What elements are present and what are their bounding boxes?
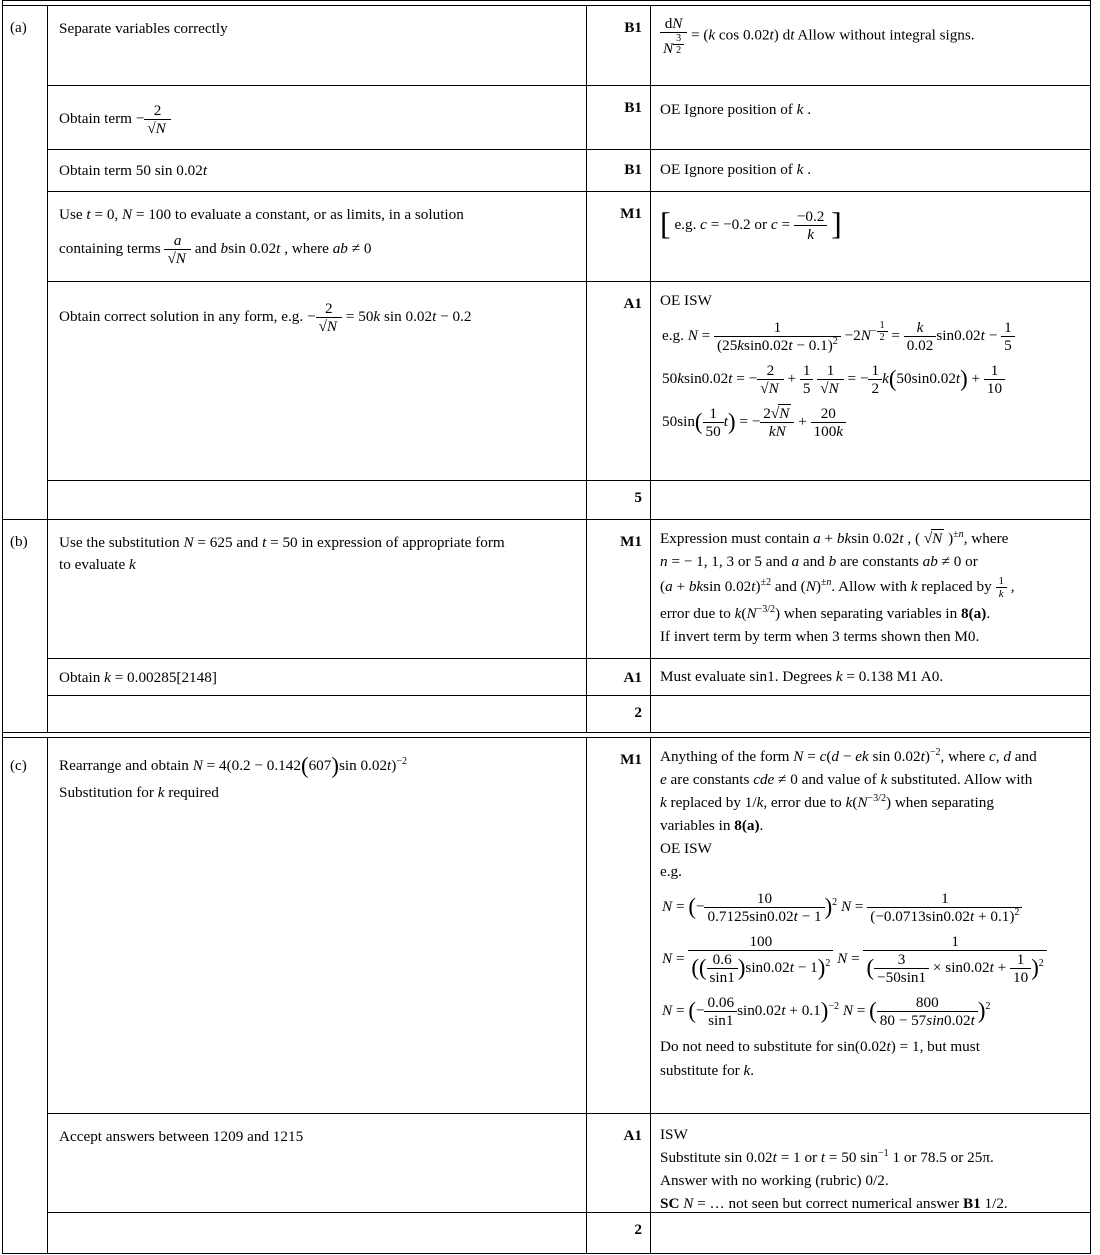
math-line: n = − 1, 1, 3 or 5 and a and b are constants ab ≠ 0 or xyxy=(660,553,978,571)
guidance-cell xyxy=(651,150,1090,192)
section-b xyxy=(3,520,1090,733)
mark-cell: B1 xyxy=(586,150,651,192)
math-line: N = 100 (( $\frac{0.6}{\sin 1}$ )sin0.02t − 1)$^2$ N = 1 ( $\frac{3}{-50\sin 1}$ × sin0.02t + $\frac{1}{10}$ )$^2$ xyxy=(662,933,1082,986)
mark-cell: B1 xyxy=(586,86,651,150)
text-line: Do not need to substitute for sin(0.02t) = 1, but must xyxy=(660,1038,980,1056)
mark-cell: A1 xyxy=(586,282,651,481)
text-line: OE ISW xyxy=(660,292,712,309)
text-line: SC N = … not seen but correct numerical answer B1 1/2. xyxy=(660,1195,1008,1213)
criterion-cell xyxy=(48,1213,586,1253)
criterion-cell xyxy=(48,696,586,732)
text-line: Use t = 0, N = 100 to evaluate a constant, or as limits, in a solution xyxy=(59,206,464,223)
text-line: Substitute sin 0.02t = 1 or t = 50 $\sin^{-1} 1$ or 78.5 or 25π. xyxy=(660,1148,994,1167)
guidance-cell xyxy=(651,481,1090,519)
math-line: N = (− $\frac{0.06}{\sin 1}$ sin0.02t + 0.1)$^{-2}$ N = ( $\frac{800}{80 - 57\sin 0.02t}$ )$^2$ xyxy=(662,994,991,1030)
criterion-cell xyxy=(48,659,586,696)
math-line: [ e.g. c = −0.2 or c = $\frac{-0.2}{k}$ ] xyxy=(660,206,842,244)
guidance-cell xyxy=(651,86,1090,150)
part-label-a: (a) xyxy=(3,6,48,519)
criterion-cell xyxy=(48,192,586,282)
text-line: Answer with no working (rubric) 0/2. xyxy=(660,1172,889,1190)
guidance-cell xyxy=(651,696,1090,732)
math-line: Obtain correct solution in any form, e.g. − $\frac{2}{√N}$ = 50k sin 0.02t − 0.2 xyxy=(59,300,472,336)
math-line: 50ksin0.02t = − $\frac{2}{√N}$ + $\frac{1}{5}$ $\frac{1}{√N}$ = − $\frac{1}{2}$ k(50sin0.02t) + $\frac{1}{10}$ xyxy=(662,362,1082,397)
mark-cell: M1 xyxy=(586,520,651,659)
text-line: OE Ignore position of k . xyxy=(660,101,812,118)
math-line: e.g. N = $\frac{1}{(25ksin0.02t - 0.1)^2}$ $-2N^{- \frac{1}{2}}$ = $\frac{k}{0.02}$ sin0.02t − $\frac{1}{5}$ xyxy=(662,319,1082,354)
text-line: Accept answers between 1209 and 1215 xyxy=(59,1128,304,1145)
guidance-cell xyxy=(651,1114,1090,1213)
text-line: substitute for k. xyxy=(660,1061,755,1079)
guidance-cell xyxy=(651,192,1090,282)
criterion-cell xyxy=(48,150,586,192)
guidance-cell xyxy=(651,520,1090,659)
text-line: Must evaluate sin1. Degrees k = 0.138 M1 A0. xyxy=(660,668,944,685)
mark-cell: A1 xyxy=(586,1114,651,1213)
math-line: Rearrange and obtain N = 4(0.2 − 0.142(607)sin 0.02t)$^{-2}$ xyxy=(59,752,408,778)
total-marks-cell: 2 xyxy=(586,1213,651,1253)
criterion-cell xyxy=(48,481,586,519)
text-line: OE Ignore position of k . xyxy=(660,161,812,178)
criterion-cell xyxy=(48,86,586,150)
criterion-cell xyxy=(48,282,586,481)
guidance-cell xyxy=(651,282,1090,481)
text-line: ISW xyxy=(660,1126,688,1143)
part-label-b: (b) xyxy=(3,520,48,732)
text-line: k replaced by 1/k, error due to $k(N^{-3/2})$ when separating xyxy=(660,793,994,812)
guidance-cell xyxy=(651,1213,1090,1253)
text-line: variables in 8(a). xyxy=(660,817,764,835)
criterion-cell xyxy=(48,520,586,659)
text-line: Use the substitution N = 625 and t = 50 in expression of appropriate form xyxy=(59,534,505,551)
math-line: Expression must contain a + bksin 0.02t , ( √N )$^{\pm n}$, where xyxy=(660,528,1009,547)
guidance-cell xyxy=(651,6,1090,86)
guidance-cell xyxy=(651,659,1090,696)
math-line: N = (− $\frac{10}{0.7125\sin 0.02t - 1}$ )$^2$ N = $\frac{1}{(-0.0713\sin 0.02t + 0.1)^2}$ xyxy=(662,890,1082,925)
text-line: Separate variables correctly xyxy=(59,20,228,37)
total-marks-cell: 5 xyxy=(586,481,651,519)
text-line: OE ISW xyxy=(660,840,712,858)
math-line: dN N $^{\frac{3}{2}}$ = (k cos 0.02t) dt Allow without integral signs. xyxy=(660,15,1082,57)
math-line: containing terms $\frac{a}{√N}$ and bsin 0.02t , where ab ≠ 0 xyxy=(59,232,372,268)
math-line: Obtain k = 0.00285[2148] xyxy=(59,669,217,686)
mark-scheme-table xyxy=(2,0,1091,1254)
criterion-cell xyxy=(48,738,586,1114)
math-line: Obtain term − $\frac{2}{√N}$ xyxy=(59,102,578,137)
text-line: Substitution for k required xyxy=(59,784,219,802)
math-line: Obtain term 50 sin 0.02t xyxy=(59,162,208,179)
math-line: (a + bksin 0.02t)$^{\pm 2}$ and $(N)^{\pm n}$. Allow with k replaced by $\frac{1}{k}$ , xyxy=(660,575,1015,601)
mark-cell: M1 xyxy=(586,738,651,1114)
criterion-cell xyxy=(48,1114,586,1213)
text-line: e are constants cde ≠ 0 and value of k substituted. Allow with xyxy=(660,771,1033,789)
section-c xyxy=(3,738,1090,1253)
math-line: 50sin( $\frac{1}{50}$ t) = − $\frac{2√N}{kN}$ + $\frac{20}{100k}$ xyxy=(662,405,1082,440)
text-line: Anything of the form N = c(d − ek sin 0.02t)$^{-2}$, where c, d and xyxy=(660,746,1037,765)
text-line: e.g. xyxy=(660,863,682,881)
mark-cell: A1 xyxy=(586,659,651,696)
text-line: If invert term by term when 3 terms shown then M0. xyxy=(660,627,980,645)
guidance-cell xyxy=(651,738,1090,1114)
mark-cell: B1 xyxy=(586,6,651,86)
total-marks-cell: 2 xyxy=(586,696,651,732)
section-a xyxy=(3,6,1090,520)
math-line: error due to $k(N^{-3/2})$ when separating variables in 8(a). xyxy=(660,603,991,622)
mark-cell: M1 xyxy=(586,192,651,282)
criterion-cell xyxy=(48,6,586,86)
part-label-c: (c) xyxy=(3,738,48,1253)
text-line: to evaluate k xyxy=(59,556,136,574)
